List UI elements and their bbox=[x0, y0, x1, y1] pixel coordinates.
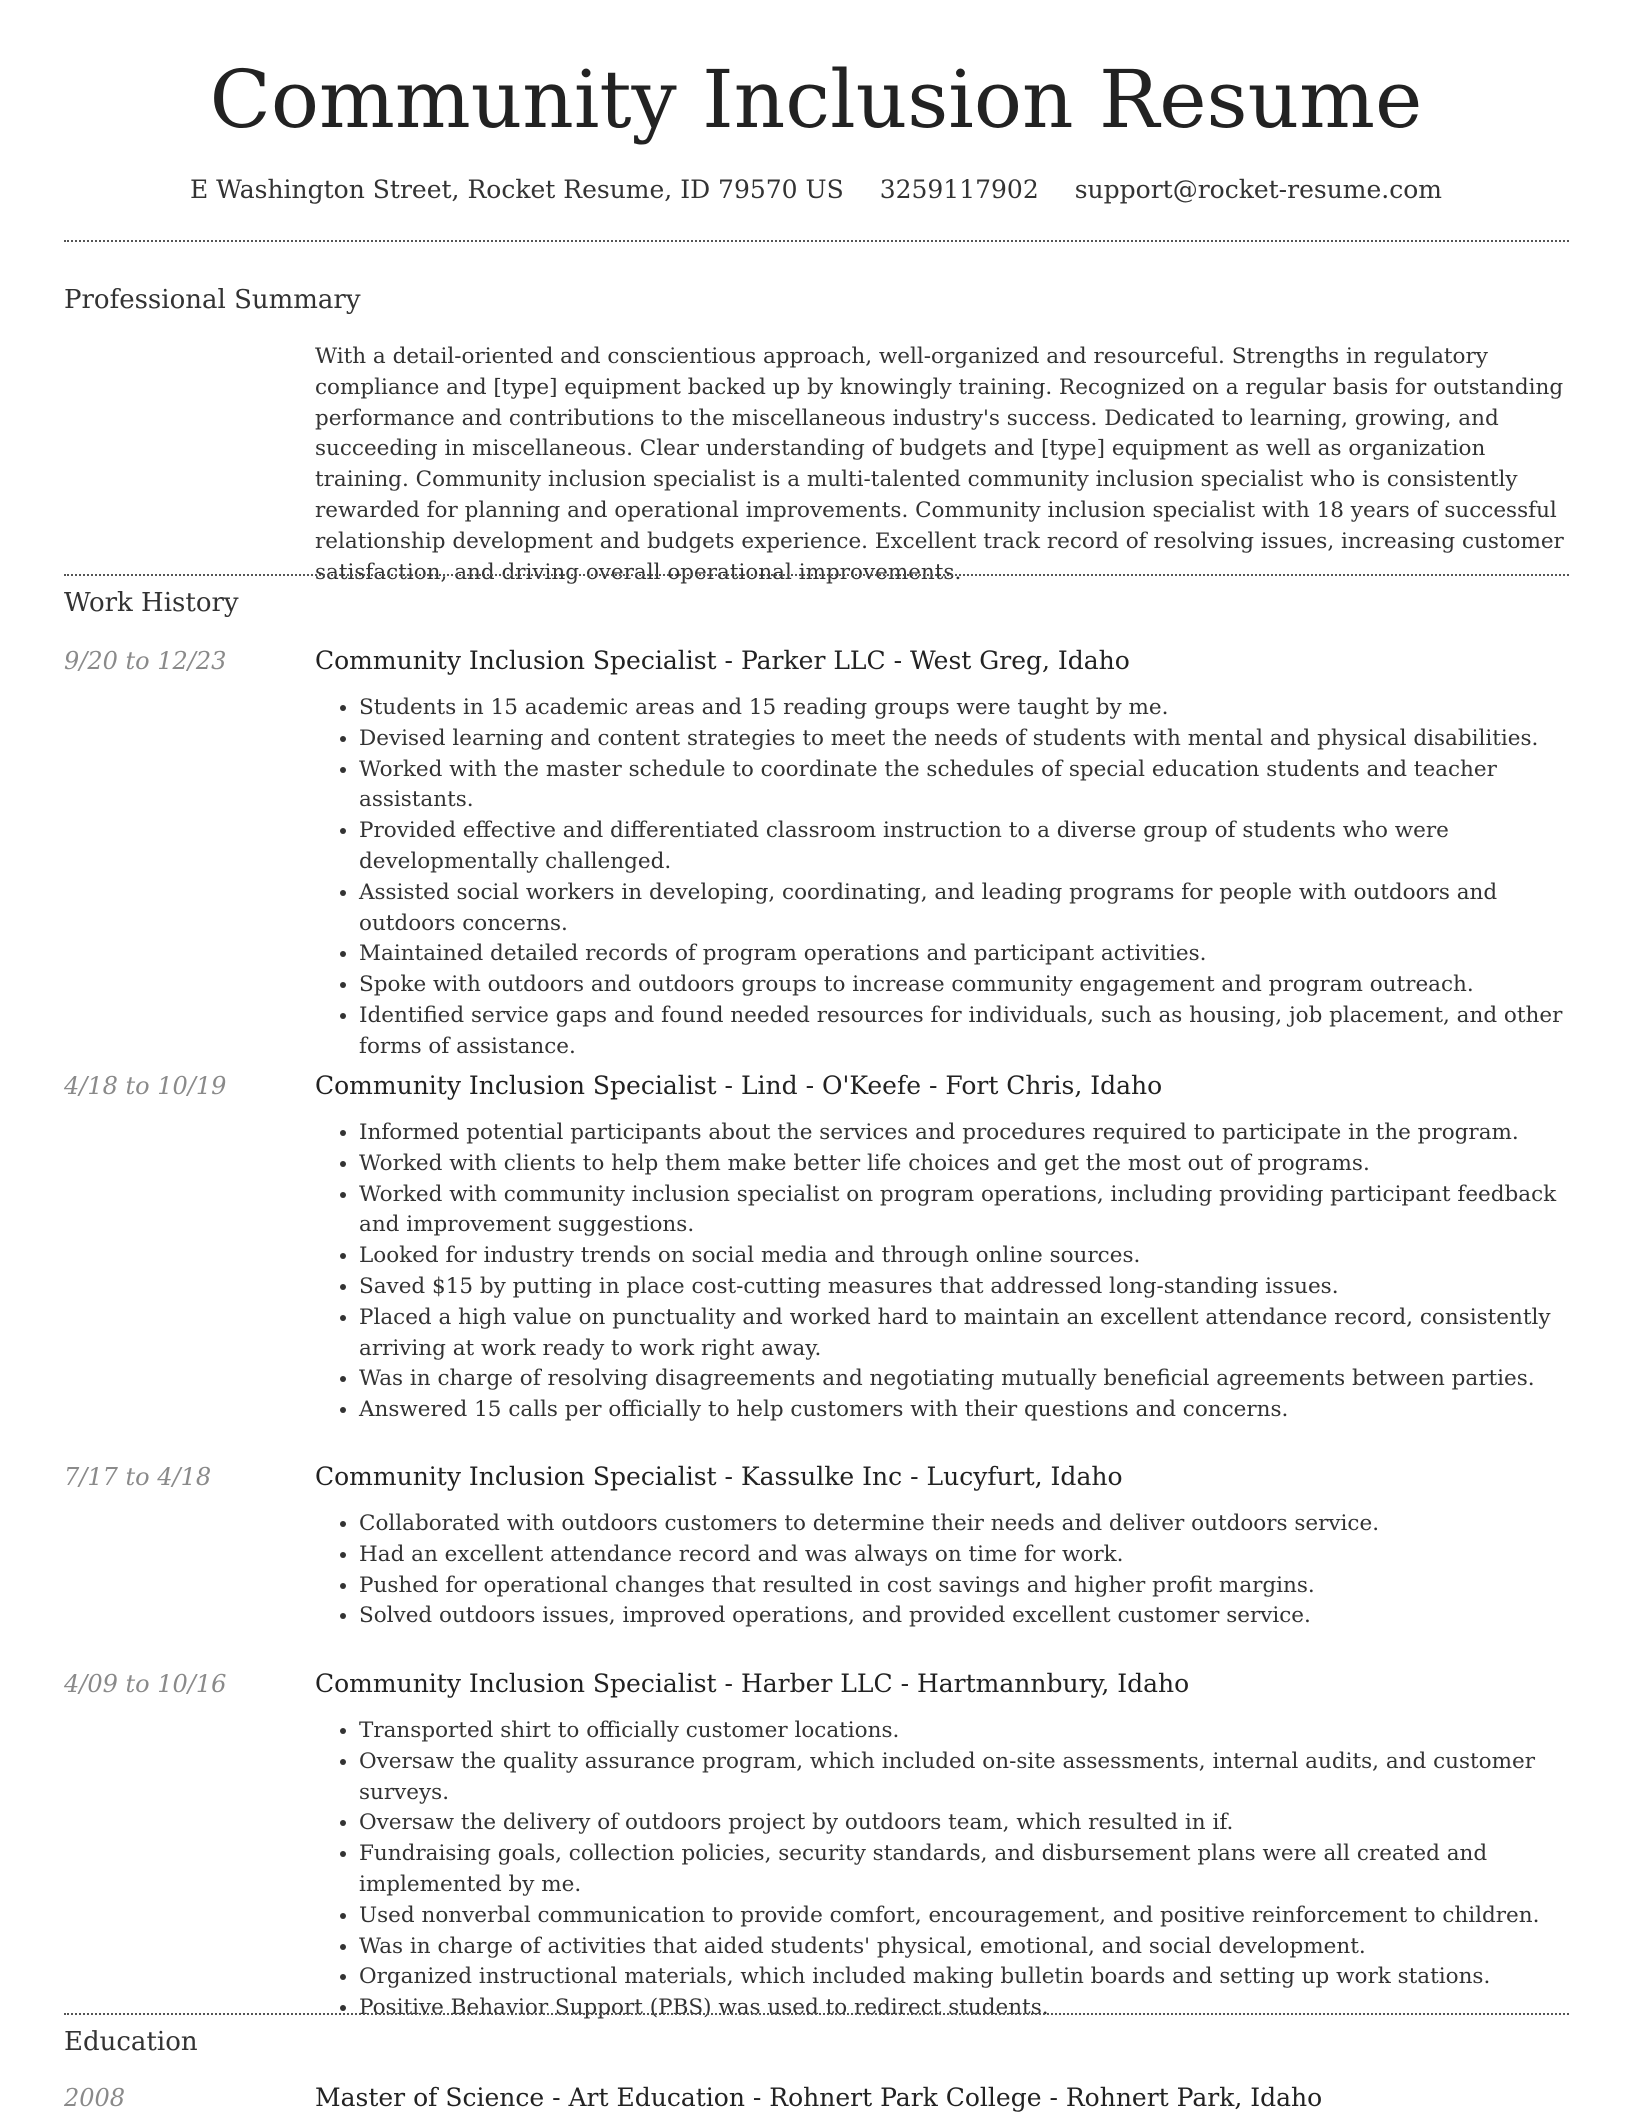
job-bullet: • Spoke with outdoors and outdoors groups to increase community engagement and program outreach. bbox=[359, 970, 1569, 1001]
job-bullet: • Assisted social workers in developing, coordinating, and leading programs for people with outdoors and outdoors concerns. bbox=[359, 878, 1569, 940]
section-divider bbox=[64, 240, 1569, 242]
job-bullet: • Oversaw the quality assurance program, which included on-site assessments, internal audits, and customer surveys. bbox=[359, 1747, 1569, 1809]
work-history-heading: Work History bbox=[64, 588, 239, 618]
job-dates: 7/17 to 4/18 bbox=[64, 1463, 212, 1491]
job-title: Community Inclusion Specialist - Harber LLC - Hartmannbury, Idaho bbox=[315, 1669, 1190, 1698]
job-bullet: • Devised learning and content strategies to meet the needs of students with mental and physical disabilities. bbox=[359, 724, 1569, 755]
job-bullets bbox=[315, 693, 1569, 1063]
job-title: Community Inclusion Specialist - Kassulke Inc - Lucyfurt, Idaho bbox=[315, 1462, 1123, 1491]
resume-title: Community Inclusion Resume bbox=[209, 53, 1423, 146]
job-bullet: • Used nonverbal communication to provide comfort, encouragement, and positive reinforcement to children. bbox=[359, 1901, 1569, 1932]
job-bullet: • Organized instructional materials, which included making bulletin boards and setting up work stations. bbox=[359, 1962, 1569, 1993]
job-bullets bbox=[315, 1716, 1569, 2024]
job-bullet: • Looked for industry trends on social media and through online sources. bbox=[359, 1241, 1569, 1272]
job-bullet: • Provided effective and differentiated classroom instruction to a diverse group of students who were developmentally challenged. bbox=[359, 816, 1569, 878]
job-title: Community Inclusion Specialist - Lind - O'Keefe - Fort Chris, Idaho bbox=[315, 1071, 1163, 1100]
job-bullet: • Solved outdoors issues, improved operations, and provided excellent customer service. bbox=[359, 1601, 1569, 1632]
job-bullet: • Identified service gaps and found needed resources for individuals, such as housing, job placement, and other forms of assistance. bbox=[359, 1001, 1569, 1063]
job-dates: 9/20 to 12/23 bbox=[64, 647, 227, 675]
job-bullet: • Had an excellent attendance record and was always on time for work. bbox=[359, 1540, 1569, 1571]
section-divider bbox=[64, 2013, 1569, 2015]
job-bullet: • Maintained detailed records of program operations and participant activities. bbox=[359, 939, 1569, 970]
job-bullets bbox=[315, 1509, 1569, 1632]
job-bullet: • Students in 15 academic areas and 15 reading groups were taught by me. bbox=[359, 693, 1569, 724]
job-bullet: • Worked with the master schedule to coordinate the schedules of special education students and teacher assistants. bbox=[359, 755, 1569, 817]
job-bullet: • Fundraising goals, collection policies, security standards, and disbursement plans were all created and implemented by me. bbox=[359, 1839, 1569, 1901]
contact-address: E Washington Street, Rocket Resume, ID 79570 US bbox=[189, 175, 844, 204]
job-dates: 4/18 to 10/19 bbox=[64, 1072, 227, 1100]
contact-line bbox=[0, 170, 1632, 210]
job-bullet: • Answered 15 calls per officially to help customers with their questions and concerns. bbox=[359, 1395, 1569, 1426]
summary-heading: Professional Summary bbox=[64, 285, 361, 315]
job-bullet: • Placed a high value on punctuality and worked hard to maintain an excellent attendance record, consistently arriving at work ready to work right away. bbox=[359, 1303, 1569, 1365]
job-dates: 4/09 to 10/16 bbox=[64, 1670, 227, 1698]
education-year: 2008 bbox=[64, 2084, 126, 2112]
education-heading: Education bbox=[64, 2027, 198, 2057]
job-bullet: • Saved $15 by putting in place cost-cutting measures that addressed long-standing issues. bbox=[359, 1272, 1569, 1303]
job-bullet: • Informed potential participants about the services and procedures required to participate in the program. bbox=[359, 1118, 1569, 1149]
job-bullet: • Positive Behavior Support (PBS) was used to redirect students. bbox=[359, 1993, 1569, 2024]
education-title: Master of Science - Art Education - Rohnert Park College - Rohnert Park, Idaho bbox=[315, 2083, 1323, 2112]
job-bullet: • Worked with community inclusion specialist on program operations, including providing participant feedback and improvement suggestions. bbox=[359, 1180, 1569, 1242]
job-bullet: • Was in charge of activities that aided students' physical, emotional, and social development. bbox=[359, 1932, 1569, 1963]
summary-text: With a detail-oriented and conscientious approach, well-organized and resourceful. Strengths in regulatory compliance and [type] equipment backed up by knowingly training. Recognized on a regular basis for outstanding performance and contributions to the miscellaneous industry's success. Dedicated to learning, growing, and succeeding in miscellaneous. Clear understanding of budgets and [type] equipment as well as organization training. Community inclusion specialist is a multi-talented community inclusion specialist who is consistently rewarded for planning and operational improvements. Community inclusion specialist with 18 years of successful relationship development and budgets experience. Excellent track record of resolving issues, increasing customer satisfaction, and driving overall operational improvements. bbox=[315, 344, 1564, 585]
job-bullet: • Oversaw the delivery of outdoors project by outdoors team, which resulted in if. bbox=[359, 1808, 1569, 1839]
job-bullet: • Collaborated with outdoors customers to determine their needs and deliver outdoors service. bbox=[359, 1509, 1569, 1540]
section-divider bbox=[64, 574, 1569, 576]
contact-email: support@rocket-resume.com bbox=[1074, 175, 1443, 204]
job-bullet: • Was in charge of resolving disagreements and negotiating mutually beneficial agreements between parties. bbox=[359, 1364, 1569, 1395]
job-bullet: • Transported shirt to officially customer locations. bbox=[359, 1716, 1569, 1747]
contact-phone: 3259117902 bbox=[879, 175, 1039, 204]
job-title: Community Inclusion Specialist - Parker LLC - West Greg, Idaho bbox=[315, 646, 1130, 675]
job-bullet: • Pushed for operational changes that resulted in cost savings and higher profit margins. bbox=[359, 1571, 1569, 1602]
job-bullet: • Worked with clients to help them make better life choices and get the most out of programs. bbox=[359, 1149, 1569, 1180]
job-bullets bbox=[315, 1118, 1569, 1426]
